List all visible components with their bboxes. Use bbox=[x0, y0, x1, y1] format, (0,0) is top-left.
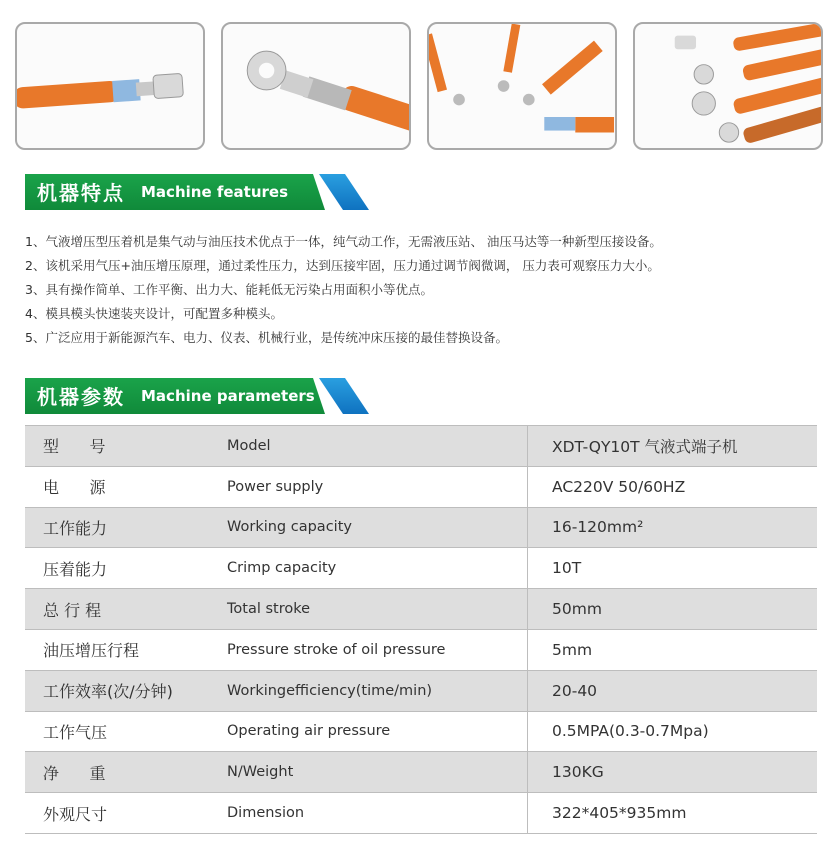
table-row bbox=[25, 507, 817, 548]
param-name-cn: 工作能力 bbox=[25, 507, 227, 548]
params-table bbox=[25, 425, 817, 834]
table-row bbox=[25, 466, 817, 507]
param-name-en: N/Weight bbox=[227, 752, 528, 793]
params-title-cn: 机器参数 bbox=[37, 385, 125, 409]
features-title-cn: 机器特点 bbox=[37, 181, 125, 205]
cable-assortment-photo bbox=[427, 22, 617, 150]
cable-lugs-stack-icon bbox=[635, 24, 821, 148]
list-item: 5、广泛应用于新能源汽车、电力、仪表、机械行业，是传统冲床压接的最佳替换设备。 bbox=[25, 330, 508, 345]
param-name-cn: 型 号 bbox=[25, 426, 227, 467]
param-name-en: Dimension bbox=[227, 793, 528, 834]
table-row bbox=[25, 426, 817, 467]
param-name-cn: 外观尺寸 bbox=[25, 793, 227, 834]
ring-lug-icon bbox=[223, 24, 409, 148]
param-value: 20-40 bbox=[528, 670, 818, 711]
param-value: 10T bbox=[528, 548, 818, 589]
param-name-cn: 电 源 bbox=[25, 466, 227, 507]
list-item: 4、模具模头快速装夹设计，可配置多种模头。 bbox=[25, 306, 283, 321]
param-name-cn: 油压增压行程 bbox=[25, 629, 227, 670]
param-name-en: Pressure stroke of oil pressure bbox=[227, 629, 528, 670]
param-name-en: Workingefficiency(time/min) bbox=[227, 670, 528, 711]
param-value: XDT-QY10T 气液式端子机 bbox=[528, 426, 818, 467]
cable-ferrule-photo bbox=[15, 22, 205, 150]
cable-ferrule-icon bbox=[17, 24, 203, 148]
param-name-en: Model bbox=[227, 426, 528, 467]
param-name-cn: 净 重 bbox=[25, 752, 227, 793]
table-row bbox=[25, 548, 817, 589]
cable-ring-lug-photo bbox=[221, 22, 411, 150]
table-row bbox=[25, 793, 817, 834]
list-item: 1、气液增压型压着机是集气动与油压技术优点于一体，纯气动工作，无需液压站、 油压马达等一种新型压接设备。 bbox=[25, 234, 662, 249]
param-name-cn: 压着能力 bbox=[25, 548, 227, 589]
table-row bbox=[25, 629, 817, 670]
param-name-en: Power supply bbox=[227, 466, 528, 507]
param-name-cn: 工作效率(次/分钟) bbox=[25, 670, 227, 711]
param-name-cn: 总 行 程 bbox=[25, 589, 227, 630]
param-name-en: Crimp capacity bbox=[227, 548, 528, 589]
params-banner bbox=[25, 378, 347, 414]
list-item: 3、具有操作简单、工作平衡、出力大、能耗低无污染占用面积小等优点。 bbox=[25, 282, 433, 297]
features-banner bbox=[25, 174, 347, 210]
table-row bbox=[25, 589, 817, 630]
cable-lugs-stack-photo bbox=[633, 22, 823, 150]
param-value: 16-120mm² bbox=[528, 507, 818, 548]
param-name-en: Working capacity bbox=[227, 507, 528, 548]
param-value: 322*405*935mm bbox=[528, 793, 818, 834]
param-value: 5mm bbox=[528, 629, 818, 670]
list-item: 2、该机采用气压+油压增压原理，通过柔性压力，达到压接牢固，压力通过调节阀微调， 压力表可观察压力大小。 bbox=[25, 258, 660, 273]
param-value: 130KG bbox=[528, 752, 818, 793]
features-list bbox=[25, 230, 835, 350]
cable-assortment-icon bbox=[429, 24, 615, 148]
features-title-en: Machine features bbox=[141, 183, 289, 201]
table-row bbox=[25, 670, 817, 711]
param-value: 50mm bbox=[528, 589, 818, 630]
table-row bbox=[25, 711, 817, 752]
product-photos bbox=[15, 18, 825, 154]
table-row bbox=[25, 752, 817, 793]
param-value: 0.5MPA(0.3-0.7Mpa) bbox=[528, 711, 818, 752]
param-name-cn: 工作气压 bbox=[25, 711, 227, 752]
param-name-en: Operating air pressure bbox=[227, 711, 528, 752]
param-name-en: Total stroke bbox=[227, 589, 528, 630]
params-title-en: Machine parameters bbox=[141, 387, 315, 405]
param-value: AC220V 50/60HZ bbox=[528, 466, 818, 507]
